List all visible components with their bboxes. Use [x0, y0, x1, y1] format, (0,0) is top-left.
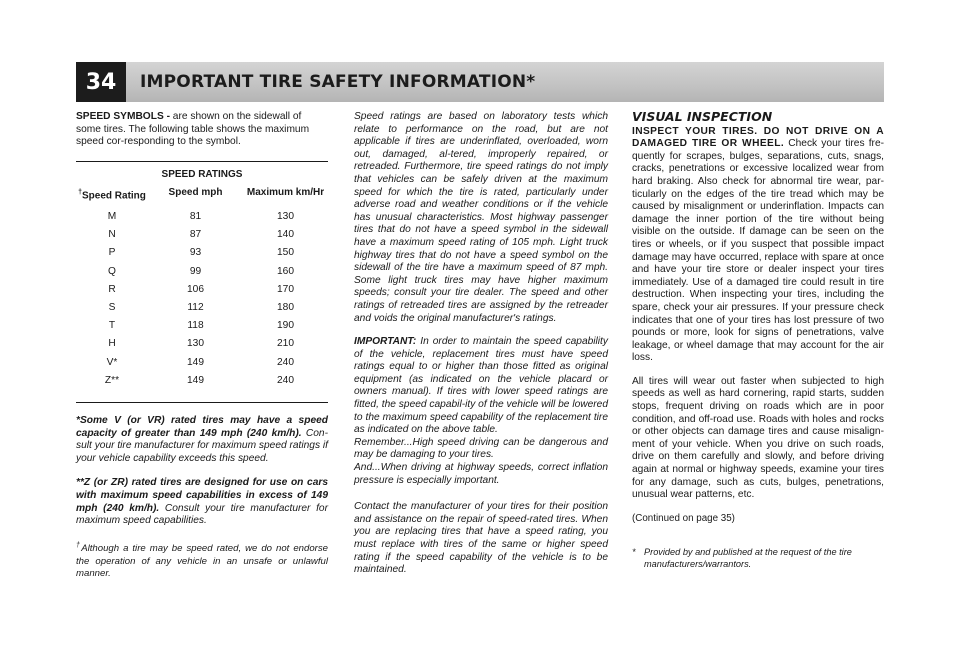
cell-mph: 81 [189, 211, 202, 222]
cell-rating: V* [106, 356, 118, 368]
table-bottom-rule [76, 402, 328, 403]
footnote-text: Provided by and published at the request of the tire manufacturers/warrantors. [644, 547, 852, 569]
cell-rating: H [108, 338, 116, 350]
note-endorsement [76, 540, 328, 581]
visual-inspection-title: VISUAL INSPECTION [632, 109, 773, 124]
header-speed-rating-label: Speed Rating [82, 190, 146, 202]
important-text: In order to maintain the speed capability of the vehicle, replacement tires must have speed ratings equal to or higher than those fitted as original equipment (as indicated on the vehicle placard or owners manual). If tires with lower speed ratings are fitted, the speed capabil-ity of the vehicle will be lowered to the maximum speed capability of the replacement tire as indicated on the above table. [354, 336, 608, 436]
speed-symbols-lead: SPEED SYMBOLS - [76, 111, 173, 122]
cell-mph: 112 [187, 301, 204, 313]
column-speed-ratings-info [354, 111, 608, 588]
note-dagger: † [76, 541, 82, 549]
page-title: IMPORTANT TIRE SAFETY INFORMATION* [140, 72, 536, 92]
table-body [76, 208, 328, 402]
cell-kmh: 210 [277, 338, 294, 350]
table-row [76, 245, 328, 263]
cell-kmh: 190 [277, 320, 294, 332]
inspection-lead: INSPECT YOUR TIRES. DO NOT DRIVE ON A DAMAGED TIRE OR WHEEL. [632, 125, 884, 150]
table-row [76, 372, 328, 390]
contact-paragraph: Contact the manufacturer of your tires for their position and assistance on the repair of speed-rated tires. When you are replacing tires that have a speed rating, you must replace with tires of the same or higher speed rating if the speed capability of the vehicle is to be maintained. [354, 501, 608, 576]
dagger-mark: † [78, 189, 82, 197]
header-speed-rating [76, 187, 148, 202]
table-row [76, 281, 328, 299]
cell-mph: 118 [187, 320, 204, 332]
cell-mph: 130 [187, 338, 204, 350]
note-v-rated-text: Con-sult your tire manufacturer for maximum speed ratings if your vehicle capability exceeds this speed. [76, 427, 328, 464]
inspection-text: Check your tires fre-quently for scrapes, bulges, separations, cuts, snags, cracks, penetrations or excessive localized wear from hard braking. Also check for abnormal tire wear, par-ticularly on the edges of the tire tread which may be caused by misalignment or underinflation. Impacts can damage the inner portion of the tire without being visible on the outside. If damage can be seen on the tires or wheels, or if you suspect that possible impact damage may have occurred, replace with spare at once and have your tire store or dealer inspect your tires immediately. Use of a damaged tire could result in tire destruction. When inspecting your tires, including the spare, check your air pressures. If your pressure check indicates that one of your tires has lost pressure of two pounds or more, look for signs of penetrations, valve leakage, or wheel damage that may account for the air loss. [632, 138, 885, 364]
cell-mph: 106 [187, 283, 204, 295]
cell-mph: 149 [187, 374, 204, 386]
table-row [76, 317, 328, 335]
speed-symbols-intro [76, 111, 328, 149]
cell-kmh: 170 [277, 283, 294, 295]
cell-rating: M [107, 211, 117, 222]
speed-ratings-table [76, 161, 328, 403]
cell-kmh: 180 [277, 301, 294, 313]
speed-ratings-paragraph: Speed ratings are based on laboratory tests which relate to performance on the road, but are not applicable if tires are underinflated, overloaded, worn out, damaged, al-tered, improperly repaired, or retreaded. Furthermore, tire speed ratings do not imply that vehicles can be safely driven at the maximum speed for which the tire is rated, particularly under adverse road and weather conditions or if the vehicle has unusual characteristics. Most highway passenger tires that do not have a speed symbol in the sidewall have a maximum speed rating of 105 mph. Light truck highway tires that do not have a speed symbol on the sidewall of the tire have a maximum speed of 87 mph. Some light truck tires may have higher maximum speeds; consult your tire dealer. The speed and other ratings of retreaded tires are assigned by the retreader and voids the original manufacturer's ratings. [354, 111, 608, 324]
table-row [76, 299, 328, 317]
cell-kmh: 140 [277, 229, 294, 241]
footnote-star: * [632, 547, 636, 557]
cell-rating: Q [108, 265, 116, 277]
table-header [76, 187, 328, 202]
cell-kmh: 130 [277, 211, 294, 222]
speed-symbols-text: are shown on the sidewall of some tires. The following table shows the maximum speed cor-responding to the symbol. [76, 111, 310, 148]
remember-line-2: And...When driving at highway speeds, correct inflation pressure is especially important. [354, 462, 608, 486]
cell-kmh: 160 [277, 265, 294, 277]
cell-mph: 99 [189, 265, 202, 277]
table-row [76, 336, 328, 354]
note-endorsement-text: Although a tire may be speed rated, we do not endorse the operation of any vehicle in an unsafe or unlawful manner. [76, 543, 328, 580]
note-z-rated [76, 477, 328, 527]
table-title: SPEED RATINGS [161, 168, 243, 180]
note-v-rated-bold: *Some V (or VR) rated tires may have a speed capacity of greater than 149 mph (240 km/h). [76, 415, 328, 439]
cell-kmh: 240 [277, 356, 294, 368]
cell-rating: P [108, 247, 116, 259]
header-max-kmh: Maximum km/Hr [246, 187, 325, 199]
cell-rating: N [108, 229, 116, 241]
table-row [76, 263, 328, 281]
page-number: 34 [76, 62, 126, 102]
header-speed-mph: Speed mph [168, 187, 223, 199]
column-visual-inspection [632, 111, 884, 525]
note-z-rated-bold: **Z (or ZR) rated tires are designed for use on cars with maximum speed capabilities in excess of 149 mph (240 km/h). [76, 477, 328, 514]
column-speed-symbols [76, 111, 328, 581]
remember-line-1: Remember...High speed driving can be dangerous and may be damaging to your tires. [354, 436, 608, 461]
cell-rating: S [108, 301, 116, 313]
note-z-rated-text: Consult your tire manufacturer for maximum speed capabilities. [76, 502, 328, 527]
table-row [76, 226, 328, 244]
continued-note: (Continued on page 35) [632, 512, 735, 524]
inspection-paragraph [632, 126, 884, 365]
cell-kmh: 150 [277, 247, 294, 259]
cell-mph: 149 [187, 356, 204, 368]
cell-rating: T [108, 320, 116, 332]
cell-kmh: 240 [277, 374, 294, 386]
table-row [76, 208, 328, 226]
cell-rating: R [108, 283, 116, 295]
footnote [632, 547, 884, 570]
note-v-rated [76, 415, 328, 465]
important-paragraph [354, 336, 608, 437]
wear-paragraph: All tires will wear out faster when subjected to high speeds as well as hard cornering, rapid starts, sudden stops, frequent driving on roads which are in poor condition, and off-road use. Roads with holes and rocks or other objects can damage tires and cause misalign-ment of your vehicle. When you drive on such roads, drive on them carefully and slowly, and before driving again at normal or highway speeds, examine your tires for any damage, such as cuts, bulges, penetrations, unusual wear patterns, etc. [632, 375, 884, 501]
cell-mph: 87 [189, 229, 202, 241]
cell-mph: 93 [189, 247, 202, 259]
cell-rating: Z** [104, 374, 120, 386]
table-row [76, 354, 328, 372]
important-label: IMPORTANT: [354, 336, 417, 348]
